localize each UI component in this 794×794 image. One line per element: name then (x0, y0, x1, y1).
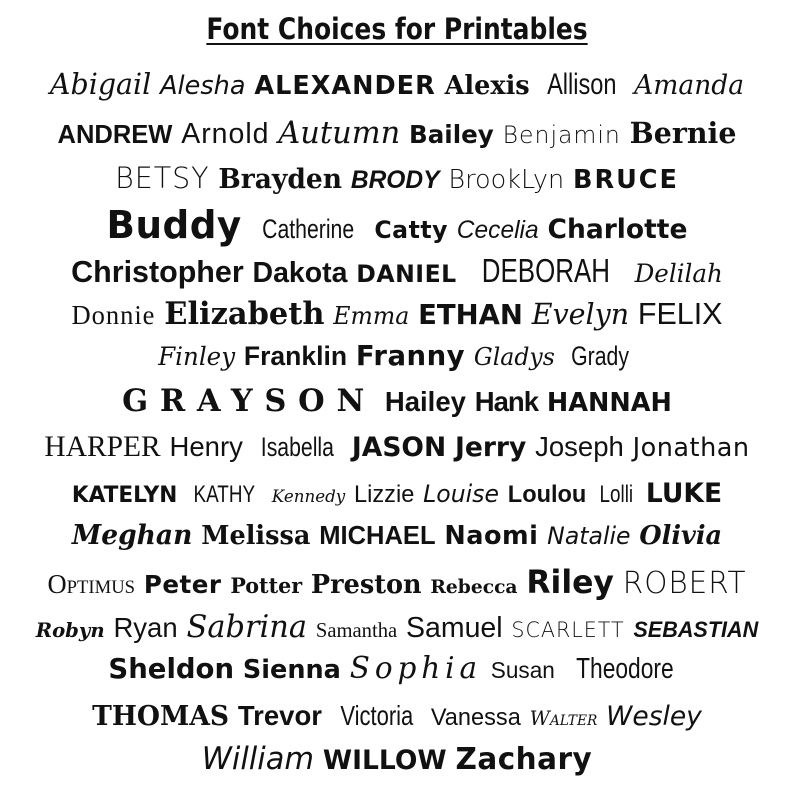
font-sample-name: Kennedy (271, 487, 346, 507)
font-sample-name: Meghan (71, 520, 193, 551)
font-sample-name: Lizzie (354, 481, 415, 508)
name-row (7, 741, 787, 777)
font-sample-name: Elizabeth (164, 296, 325, 332)
font-sample-name: HARPER (44, 430, 161, 463)
font-sample-name: Olivia (639, 521, 723, 551)
name-row (7, 203, 787, 247)
font-sample-name: ETHAN (418, 298, 523, 331)
font-sample-name: Alesha (160, 71, 246, 101)
font-sample-name: Natalie (547, 522, 631, 550)
font-sample-name: Sophia (349, 651, 482, 686)
font-sample-name: Jerry (454, 432, 527, 463)
font-sample-name: Evelyn (531, 297, 630, 331)
font-sample-name: Riley (526, 563, 614, 601)
font-sample-name: KATHY (193, 481, 256, 508)
font-sample-name: GRAYSON (122, 383, 377, 419)
font-sample-name: Preston (310, 570, 422, 600)
font-sample-name: Melissa (201, 521, 311, 551)
font-sample-name: Cecelia (456, 216, 539, 244)
font-sample-name: Grady (570, 341, 629, 371)
font-sample-name: Sabrina (186, 609, 308, 645)
font-sample-name: Louise (423, 480, 499, 508)
font-sample-name: SCARLETT (511, 618, 625, 642)
font-sample-name: BRUCE (573, 165, 679, 195)
font-sample-name: Susan (490, 657, 555, 683)
font-sample-name: JASON (351, 432, 447, 463)
font-sample-name: Catty (374, 216, 448, 244)
font-sample-name: Isabella (260, 432, 334, 462)
font-sample-name: Finley (158, 342, 236, 371)
font-sample-name: DEBORAH (481, 252, 610, 289)
font-sample-name: Joseph (535, 431, 624, 462)
font-sample-name: Peter (143, 570, 222, 599)
font-sample-name: DANIEL (356, 260, 457, 288)
font-sample-name: Emma (333, 302, 410, 330)
name-row (7, 563, 787, 601)
font-sample-name: Wesley (606, 701, 702, 732)
font-sample-name: Samuel (406, 612, 503, 644)
font-sample-name: Alexis (444, 71, 530, 101)
font-sample-name: Bernie (629, 116, 737, 150)
font-sample-name: Sheldon (108, 652, 235, 685)
name-row (7, 480, 787, 507)
font-sample-name: Catherine (262, 214, 355, 244)
font-sample-name: Rebecca (430, 576, 518, 598)
font-sample-name: Lolli (599, 481, 633, 508)
font-sample-name: Abigail (49, 67, 152, 101)
font-sample-name: ROBERT (622, 566, 747, 601)
font-sample-name: MICHAEL (319, 520, 436, 550)
font-sample-name: Hailey (384, 386, 466, 417)
font-sample-name: Victoria (339, 700, 413, 731)
font-sample-name: Autumn (278, 115, 401, 151)
font-sample-name: Loulou (507, 481, 587, 508)
font-sample-name: Donnie (71, 300, 156, 330)
font-sample-name: Benjamin (502, 121, 621, 149)
font-sample-name: Amanda (634, 70, 745, 101)
font-sample-name: Arnold (181, 118, 270, 150)
font-sample-name: Hank (474, 386, 539, 417)
name-row (7, 161, 787, 195)
font-sample-name: Samantha (315, 618, 398, 642)
name-row (7, 67, 787, 101)
font-sample-name: SEBASTIAN (633, 617, 759, 642)
name-row (7, 383, 787, 419)
font-sample-name: HANNAH (546, 388, 672, 418)
font-sample-name: Bailey (409, 120, 494, 149)
font-sample-name: ALEXANDER (254, 71, 436, 101)
name-row (7, 254, 787, 288)
font-sample-name: BETSY (115, 161, 210, 195)
font-sample-name: Trevor (237, 700, 322, 731)
font-sample-name: ANDREW (57, 119, 173, 149)
name-row (7, 609, 787, 645)
font-sample-name: Buddy (106, 203, 242, 247)
font-sample-name: Franklin (243, 341, 348, 371)
name-row (7, 115, 787, 151)
font-sample-name: Franny (355, 339, 466, 372)
font-sample-name: Potter (230, 573, 303, 598)
name-row (7, 522, 787, 549)
name-row (7, 651, 787, 686)
font-sample-name: FELIX (637, 296, 723, 331)
page-title: Font Choices for Printables (206, 12, 588, 46)
font-sample-name: Robyn (35, 618, 105, 642)
font-sample-name: Dakota (252, 257, 348, 289)
font-sample-name: Brayden (218, 164, 343, 195)
font-sample-name: KATELYN (71, 483, 178, 508)
font-sample-name: Vanessa (430, 704, 521, 731)
name-row (7, 298, 787, 330)
font-sample-name: BRODY (350, 166, 440, 194)
name-row (7, 432, 787, 462)
font-sample-name: Optimus (47, 569, 136, 599)
font-sample-name: THOMAS (92, 701, 230, 732)
font-sample-name: BrookLyn (448, 165, 565, 195)
font-sample-name: Naomi (444, 521, 539, 551)
font-sample-name: Zachary (455, 742, 593, 777)
font-sample-name: William (201, 741, 315, 777)
font-sample-name: Henry (169, 431, 243, 462)
font-sample-name: WILLOW (322, 745, 447, 776)
font-sample-name: Walter (529, 706, 598, 730)
font-sample-name: Theodore (575, 653, 674, 685)
font-sample-name: LUKE (645, 478, 723, 509)
font-sample-name: Allison (547, 68, 617, 101)
font-sample-name: Delilah (634, 259, 723, 288)
font-sample-name: Charlotte (547, 214, 688, 245)
font-sample-name: Sienna (242, 655, 341, 685)
font-sample-name: Ryan (113, 612, 178, 643)
font-sample-name: Jonathan (632, 433, 750, 463)
font-sample-name: Christopher (71, 254, 244, 289)
name-row (7, 339, 787, 372)
font-sample-name: Gladys (473, 343, 555, 371)
name-row (7, 702, 787, 730)
